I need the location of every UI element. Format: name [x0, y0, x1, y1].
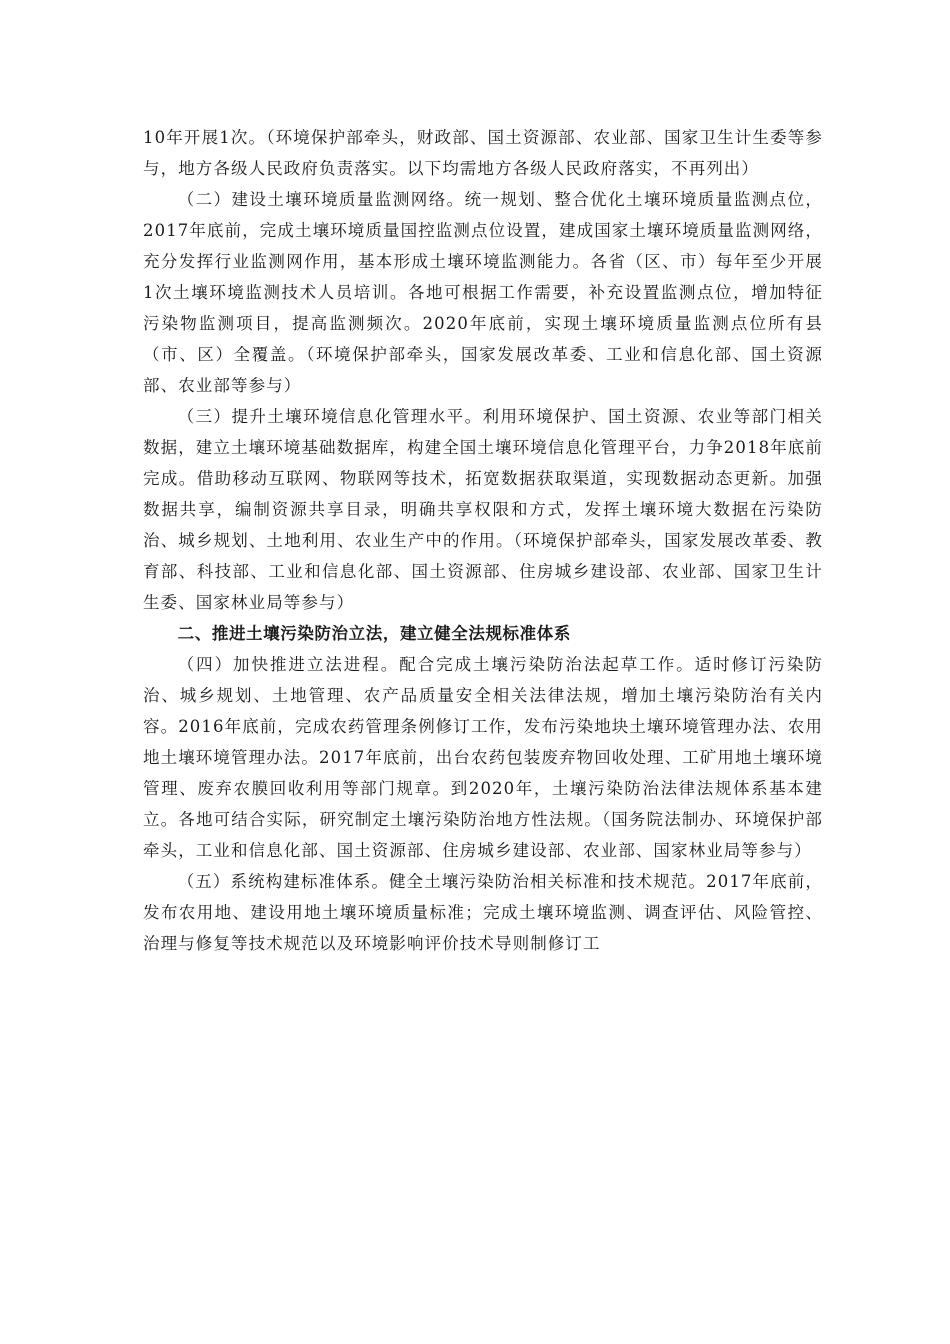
paragraph-informatization: （三）提升土壤环境信息化管理水平。利用环境保护、国土资源、农业等部门相关数据，建立土壤环境基础数据库，构建全国土壤环境信息化管理平台，力争2018年底前完成。借助移动互联网、物联网等技术，拓宽数据获取渠道，实现数据动态更新。加强数据共享，编制资源共享目录，明确共享权限和方式，发挥土壤环境大数据在污染防治、城乡规划、土地利用、农业生产中的作用。（环境保护部牵头，国家发展改革委、教育部、科技部、工业和信息化部、国土资源部、住房城乡建设部、农业部、国家卫生计生委、国家林业局等参与） [143, 407, 823, 612]
paragraph-monitoring-network: （二）建设土壤环境质量监测网络。统一规划、整合优化土壤环境质量监测点位，2017年底前，完成土壤环境质量国控监测点位设置，建成国家土壤环境质量监测网络，充分发挥行业监测网作用，基本形成土壤环境监测能力。各省（区、市）每年至少开展1次土壤环境监测技术人员培训。各地可根据工作需要，补充设置监测点位，增加特征污染物监测项目，提高监测频次。2020年底前，实现土壤环境质量监测点位所有县（市、区）全覆盖。（环境保护部牵头，国家发展改革委、工业和信息化部、国土资源部、农业部等参与） [143, 190, 823, 395]
paragraph-standards: （五）系统构建标准体系。健全土壤污染防治相关标准和技术规范。2017年底前，发布农用地、建设用地土壤环境质量标准；完成土壤环境监测、调查评估、风险管控、治理与修复等技术规范以及环境影响评价技术导则制修订工 [143, 872, 823, 953]
paragraph-legislation: （四）加快推进立法进程。配合完成土壤污染防治法起草工作。适时修订污染防治、城乡规划、土地管理、农产品质量安全相关法律法规，增加土壤污染防治有关内容。2016年底前，完成农药管理条例修订工作，发布污染地块土壤环境管理办法、农用地土壤环境管理办法。2017年底前，出台农药包装废弃物回收处理、工矿用地土壤环境管理、废弃农膜回收利用等部门规章。到2020年，土壤污染防治法律法规体系基本建立。各地可结合实际，研究制定土壤污染防治地方性法规。（国务院法制办、环境保护部牵头，工业和信息化部、国土资源部、住房城乡建设部、农业部、国家林业局等参与） [143, 655, 823, 860]
paragraph-continuation: 10年开展1次。（环境保护部牵头，财政部、国土资源部、农业部、国家卫生计生委等参与，地方各级人民政府负责落实。以下均需地方各级人民政府落实，不再列出） [143, 128, 823, 178]
section-heading: 二、推进土壤污染防治立法，建立健全法规标准体系 [177, 624, 571, 643]
document-page [143, 122, 823, 959]
